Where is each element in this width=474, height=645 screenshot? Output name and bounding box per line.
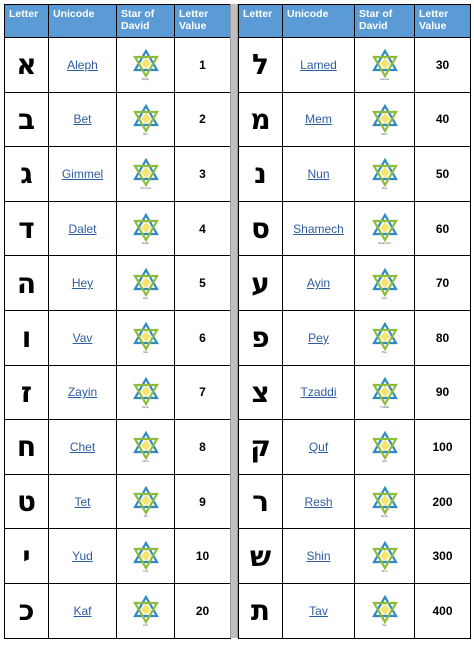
star-of-david-icon: [117, 212, 174, 244]
letter-value: 70: [415, 256, 471, 311]
table-row: [5, 38, 231, 93]
star-of-david-icon: [355, 430, 414, 462]
letters-table-right: [238, 4, 471, 639]
hebrew-letter: ט: [5, 474, 49, 529]
hebrew-letter: נ: [239, 147, 283, 202]
star-cell: [355, 147, 415, 202]
unicode-link[interactable]: Kaf: [73, 603, 92, 618]
letter-column-header: Letter: [239, 5, 283, 38]
hebrew-letter: ר: [239, 474, 283, 529]
unicode-link[interactable]: Gimmel: [61, 166, 104, 181]
hebrew-letter: ו: [5, 310, 49, 365]
star-caption: Nun: [381, 186, 388, 191]
unicode-link[interactable]: Shamech: [293, 221, 344, 236]
star-of-david-icon: [355, 321, 414, 353]
star-cell: [355, 92, 415, 147]
letter-value: 50: [415, 147, 471, 202]
star-of-david-icon: [117, 267, 174, 299]
star-caption: Yud: [142, 568, 149, 573]
star-of-david-icon: [355, 376, 414, 408]
star-cell: [117, 92, 175, 147]
unicode-cell: [49, 310, 117, 365]
star-cell: [355, 474, 415, 529]
unicode-link[interactable]: Aleph: [67, 57, 98, 72]
letter-value: 100: [415, 420, 471, 475]
star-cell: [117, 201, 175, 256]
star-cell: [117, 38, 175, 93]
unicode-cell: [283, 420, 355, 475]
star-cell: [117, 474, 175, 529]
unicode-link[interactable]: Bet: [73, 112, 92, 127]
letter-value: 5: [175, 256, 231, 311]
star-of-david-icon: [117, 540, 174, 572]
star-caption: Ayin: [381, 295, 388, 300]
unicode-cell: [49, 365, 117, 420]
hebrew-letter: ז: [5, 365, 49, 420]
unicode-cell: [49, 256, 117, 311]
letter-column-header: Letter: [5, 5, 49, 38]
star-cell: [355, 583, 415, 638]
table-row: [5, 201, 231, 256]
hebrew-letter: כ: [5, 583, 49, 638]
unicode-link[interactable]: Quf: [308, 439, 329, 454]
letter-value: 8: [175, 420, 231, 475]
star-of-david-icon: [355, 267, 414, 299]
hebrew-letter: ב: [5, 92, 49, 147]
table-row: [5, 310, 231, 365]
star-of-david-icon: [117, 157, 174, 189]
letters-table-left: [4, 4, 231, 639]
letter-value: 300: [415, 529, 471, 584]
star-cell: [355, 310, 415, 365]
letter-value: 400: [415, 583, 471, 638]
letter-value: 200: [415, 474, 471, 529]
star-cell: [117, 256, 175, 311]
table-row: [5, 474, 231, 529]
value-column-header: Letter Value: [175, 5, 231, 38]
star-of-david-icon: [355, 212, 414, 244]
unicode-cell: [49, 420, 117, 475]
star-cell: [117, 529, 175, 584]
table-row: [5, 420, 231, 475]
star-cell: [117, 310, 175, 365]
hebrew-letter: צ: [239, 365, 283, 420]
hebrew-letter: ח: [5, 420, 49, 475]
unicode-link[interactable]: Vav: [72, 330, 93, 345]
unicode-cell: [283, 201, 355, 256]
column-divider: [230, 4, 238, 638]
unicode-link[interactable]: Yud: [72, 549, 93, 564]
unicode-cell: [283, 474, 355, 529]
table-row: [239, 38, 471, 93]
unicode-link[interactable]: Zayin: [67, 385, 98, 400]
star-of-david-icon: [117, 485, 174, 517]
star-of-david-icon: [117, 594, 174, 626]
star-of-david-icon: [117, 103, 174, 135]
table-header-row: [239, 5, 471, 38]
star-caption: Hey: [142, 295, 149, 300]
star-cell: [355, 38, 415, 93]
unicode-link[interactable]: Mem: [305, 112, 332, 127]
star-caption: Mem: [381, 131, 388, 136]
star-caption: Lamed: [379, 77, 390, 82]
table-row: [239, 310, 471, 365]
letter-value: 1: [175, 38, 231, 93]
letter-value: 90: [415, 365, 471, 420]
unicode-cell: [283, 583, 355, 638]
hebrew-letter: א: [5, 38, 49, 93]
hebrew-letter: ת: [239, 583, 283, 638]
letter-value: 10: [175, 529, 231, 584]
table-row: [5, 583, 231, 638]
unicode-cell: [283, 529, 355, 584]
star-cell: [355, 256, 415, 311]
star-caption: Tav: [382, 623, 387, 628]
star-caption: Tzaddi: [379, 404, 389, 409]
letter-value: 4: [175, 201, 231, 256]
letter-value: 60: [415, 201, 471, 256]
letter-value: 9: [175, 474, 231, 529]
letter-value: 3: [175, 147, 231, 202]
unicode-cell: [283, 147, 355, 202]
unicode-link[interactable]: Nun: [307, 166, 330, 181]
table-row: [239, 420, 471, 475]
unicode-column-header: Unicode: [49, 5, 117, 38]
star-caption: Shin: [381, 568, 388, 573]
table-row: [5, 256, 231, 311]
unicode-link[interactable]: Tzaddi: [300, 385, 337, 400]
unicode-link[interactable]: Ayin: [306, 276, 331, 291]
table-row: [239, 92, 471, 147]
star-of-david-icon: [117, 48, 174, 80]
star-caption: Bet: [143, 131, 148, 136]
table-row: [239, 147, 471, 202]
star-caption: Resh: [380, 514, 388, 519]
unicode-link[interactable]: Tav: [309, 603, 328, 618]
hebrew-letter: ל: [239, 38, 283, 93]
unicode-link[interactable]: Shin: [306, 549, 331, 564]
hebrew-letter: ש: [239, 529, 283, 584]
star-cell: [355, 365, 415, 420]
table-row: [5, 365, 231, 420]
star-cell: [355, 201, 415, 256]
letter-value: 7: [175, 365, 231, 420]
table-row: [239, 365, 471, 420]
hebrew-letter: ג: [5, 147, 49, 202]
star-caption: Gimmel: [140, 186, 151, 191]
hebrew-letter: ס: [239, 201, 283, 256]
star-of-david-icon: [355, 540, 414, 572]
table-row: [239, 529, 471, 584]
unicode-cell: [283, 256, 355, 311]
star-caption: Aleph: [141, 77, 150, 82]
unicode-column-header: Unicode: [283, 5, 355, 38]
hebrew-letter: ק: [239, 420, 283, 475]
star-caption: Zayin: [141, 404, 150, 409]
unicode-link[interactable]: Hey: [71, 276, 94, 291]
unicode-cell: [49, 474, 117, 529]
value-column-header: Letter Value: [415, 5, 471, 38]
unicode-link[interactable]: Tet: [74, 494, 91, 509]
table-row: [5, 147, 231, 202]
hebrew-letter: ע: [239, 256, 283, 311]
star-caption: Vav: [143, 350, 148, 355]
table-row: [5, 92, 231, 147]
table-row: [239, 583, 471, 638]
star-caption: Pey: [381, 350, 388, 355]
letter-value: 2: [175, 92, 231, 147]
letter-value: 30: [415, 38, 471, 93]
table-row: [239, 474, 471, 529]
table-row: [239, 201, 471, 256]
letter-value: 6: [175, 310, 231, 365]
unicode-link[interactable]: Resh: [304, 494, 333, 509]
letter-value: 20: [175, 583, 231, 638]
star-of-david-icon: [117, 430, 174, 462]
star-cell: [355, 420, 415, 475]
star-cell: [117, 147, 175, 202]
unicode-cell: [283, 310, 355, 365]
star-caption: Dalet: [141, 241, 149, 246]
unicode-cell: [49, 201, 117, 256]
star-cell: [117, 420, 175, 475]
star-caption: Shamech: [378, 241, 391, 246]
star-cell: [117, 583, 175, 638]
unicode-cell: [49, 38, 117, 93]
hebrew-letter: פ: [239, 310, 283, 365]
hebrew-letter: מ: [239, 92, 283, 147]
unicode-cell: [49, 583, 117, 638]
star-column-header: Star of David: [117, 5, 175, 38]
letters-table-left-body: [5, 38, 231, 639]
unicode-cell: [49, 147, 117, 202]
unicode-link[interactable]: Pey: [308, 330, 329, 345]
star-caption: Chet: [142, 459, 149, 464]
star-caption: Kaf: [143, 623, 148, 628]
star-column-header: Star of David: [355, 5, 415, 38]
table-row: [239, 256, 471, 311]
unicode-cell: [283, 92, 355, 147]
unicode-cell: [283, 365, 355, 420]
hebrew-letter: ה: [5, 256, 49, 311]
star-of-david-icon: [117, 376, 174, 408]
letter-value: 40: [415, 92, 471, 147]
star-caption: Tet: [143, 514, 148, 519]
hebrew-letter: י: [5, 529, 49, 584]
unicode-cell: [49, 92, 117, 147]
unicode-link[interactable]: Dalet: [68, 221, 97, 236]
unicode-link[interactable]: Chet: [69, 439, 96, 454]
star-of-david-icon: [355, 103, 414, 135]
star-of-david-icon: [355, 157, 414, 189]
unicode-cell: [49, 529, 117, 584]
star-cell: [355, 529, 415, 584]
letters-table-right-body: [239, 38, 471, 639]
letter-value: 80: [415, 310, 471, 365]
star-cell: [117, 365, 175, 420]
star-of-david-icon: [355, 594, 414, 626]
star-of-david-icon: [355, 485, 414, 517]
table-header-row: [5, 5, 231, 38]
table-row: [5, 529, 231, 584]
star-of-david-icon: [117, 321, 174, 353]
star-caption: Quf: [382, 459, 387, 464]
unicode-link[interactable]: Lamed: [300, 57, 337, 72]
hebrew-letter: ד: [5, 201, 49, 256]
unicode-cell: [283, 38, 355, 93]
star-of-david-icon: [355, 48, 414, 80]
